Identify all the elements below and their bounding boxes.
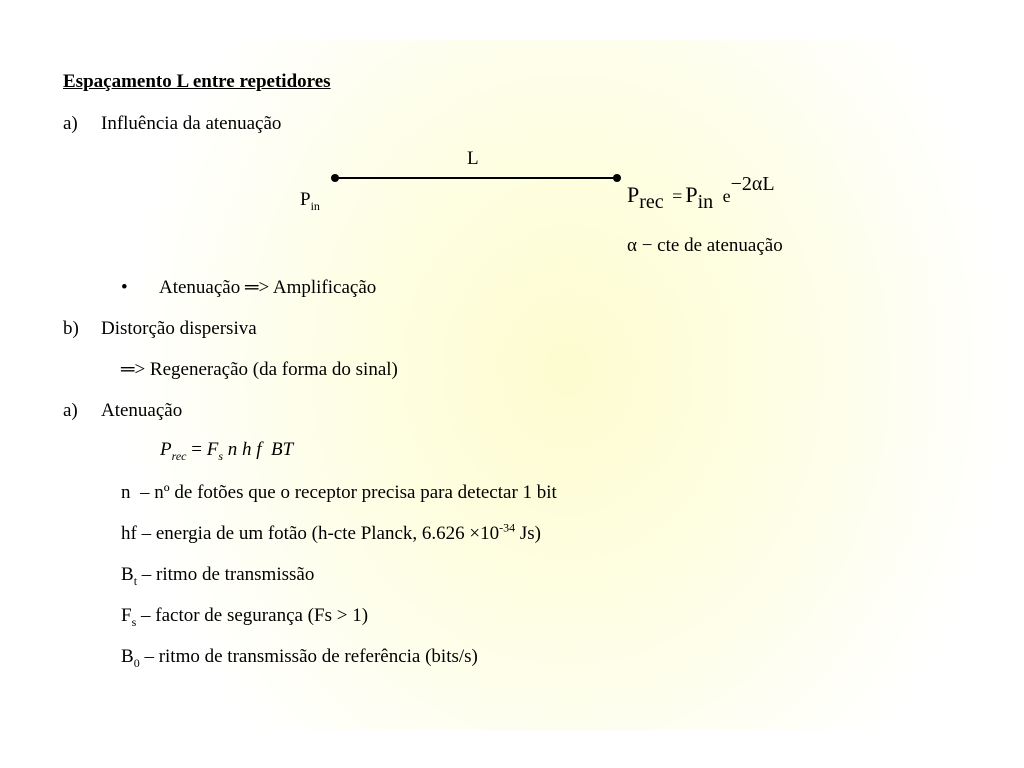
bullet-text [159,278,376,297]
definition-hf [121,520,541,544]
alpha-definition: α − cte de atenuação [627,235,783,256]
section-a2-marker: a) [63,400,78,421]
formula-rest: n h f BT [223,439,294,460]
bullet-text-after: > Amplificação [258,277,377,298]
eq-rhs-base: P [685,182,698,207]
definition-fs-base: F [121,605,132,626]
eq-rhs-sub: in [697,191,714,213]
received-power-equation [627,173,775,213]
definition-bt-sub: t [133,573,138,588]
definition-b0-text: – ritmo de transmissão de referência (bits/s) [139,646,478,667]
eq-lhs-sub: rec [639,191,664,213]
bullet-symbol: • [121,277,128,298]
section-a1-label: Influência da atenuação [101,113,282,134]
implies-arrow-icon: ═ [121,359,135,380]
formula-f-sub: s [218,448,223,463]
definition-hf-text: hf – energia de um fotão (h-cte Planck, 6.626 ×10 [121,523,500,544]
definition-hf-exponent: -34 [499,520,516,535]
slide-title: Espaçamento L entre repetidores [63,71,331,92]
p-in-base: P [300,189,311,210]
regeneration-text: > Regeneração (da forma do sinal) [134,359,398,380]
eq-equals: = [672,186,683,206]
eq-lhs-base: P [627,182,640,207]
bullet-text-before: Atenuação [159,277,245,298]
fiber-span-line [335,177,617,179]
p-in-label [300,189,320,213]
eq-exponent: −2αL [730,173,775,195]
formula-lhs-sub: rec [171,448,187,463]
definition-bt [121,564,315,588]
p-in-sub: in [310,198,320,213]
formula-f: F [206,439,219,460]
eq-exp-base: e [722,186,731,206]
formula-lhs: P [160,439,172,460]
sensitivity-formula [160,439,294,463]
definition-bt-text: – ritmo de transmissão [137,564,315,585]
slide-background [48,40,1024,730]
definition-fs-text: – factor de segurança (Fs > 1) [136,605,369,626]
right-node [613,174,621,182]
section-a1-marker: a) [63,113,78,134]
definition-b0-base: B [121,646,134,667]
section-b-label: Distorção dispersiva [101,318,257,339]
implies-arrow-icon: ═ [244,277,259,298]
definition-b0 [121,646,478,670]
definition-fs-sub: s [131,614,137,629]
section-b-marker: b) [63,318,79,339]
definition-n: n – nº de fotões que o receptor precisa para detectar 1 bit [121,482,557,503]
definition-hf-unit: Js) [515,523,541,544]
formula-equals: = [186,439,207,460]
definition-bt-base: B [121,564,134,585]
span-label: L [467,148,479,169]
regeneration-line [121,360,398,379]
section-a2-label: Atenuação [101,400,183,421]
definition-b0-sub: 0 [133,655,140,670]
definition-fs [121,605,369,629]
